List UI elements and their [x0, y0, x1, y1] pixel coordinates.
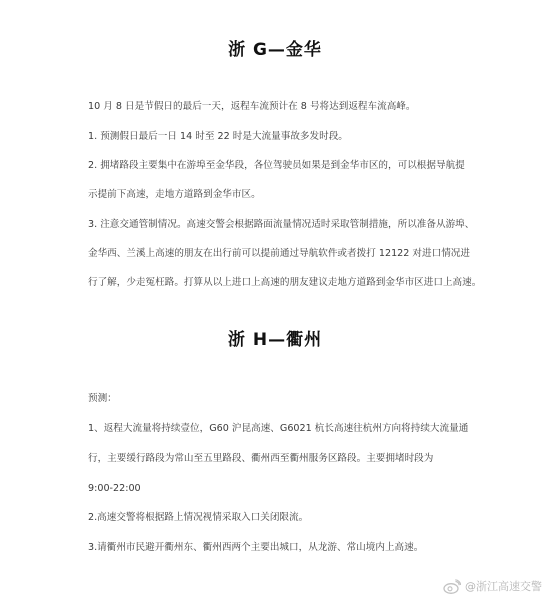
section-title-quzhou: 浙 H—衢州 — [227, 330, 323, 350]
paragraph: 行了解，少走冤枉路。打算从以上进口上高速的朋友建议走地方道路到金华市区进口上高速。 — [88, 277, 482, 288]
paragraph: 1、返程大流量将持续壹位，G60 沪昆高速、G6021 杭长高速往杭州方向将持续大流量通 — [88, 423, 469, 434]
paragraph: 2.高速交警将根据路上情况视情采取入口关闭限流。 — [88, 512, 309, 523]
paragraph: 示提前下高速，走地方道路到金华市区。 — [88, 189, 261, 200]
paragraph: 金华西、兰溪上高速的朋友在出行前可以提前通过导航软件或者拨打 12122 对进口情况进 — [88, 248, 470, 259]
watermark — [443, 579, 542, 594]
paragraph: 1. 预测假日最后一日 14 时至 22 时是大流量事故多发时段。 — [88, 131, 348, 142]
paragraph: 10 月 8 日是节假日的最后一天，返程车流预计在 8 号将达到返程车流高峰。 — [88, 101, 416, 112]
paragraph: 2. 拥堵路段主要集中在游埠至金华段，各位驾驶员如果是到金华市区的，可以根据导航提 — [88, 160, 465, 171]
paragraph: 行，主要缓行路段为常山至五里路段、衢州西至衢州服务区路段。主要拥堵时段为 — [88, 453, 434, 464]
paragraph: 9:00-22:00 — [88, 483, 141, 494]
paragraph: 3.请衢州市民避开衢州东、衢州西两个主要出城口，从龙游、常山境内上高速。 — [88, 542, 424, 553]
weibo-icon — [443, 579, 461, 594]
watermark-text: @浙江高速交警 — [465, 579, 542, 593]
section-title-jinhua: 浙 G—金华 — [228, 40, 322, 60]
paragraph: 预测： — [88, 393, 117, 404]
paragraph: 3. 注意交通管制情况。高速交警会根据路面流量情况适时采取管制措施，所以准备从游埠、 — [88, 219, 475, 230]
